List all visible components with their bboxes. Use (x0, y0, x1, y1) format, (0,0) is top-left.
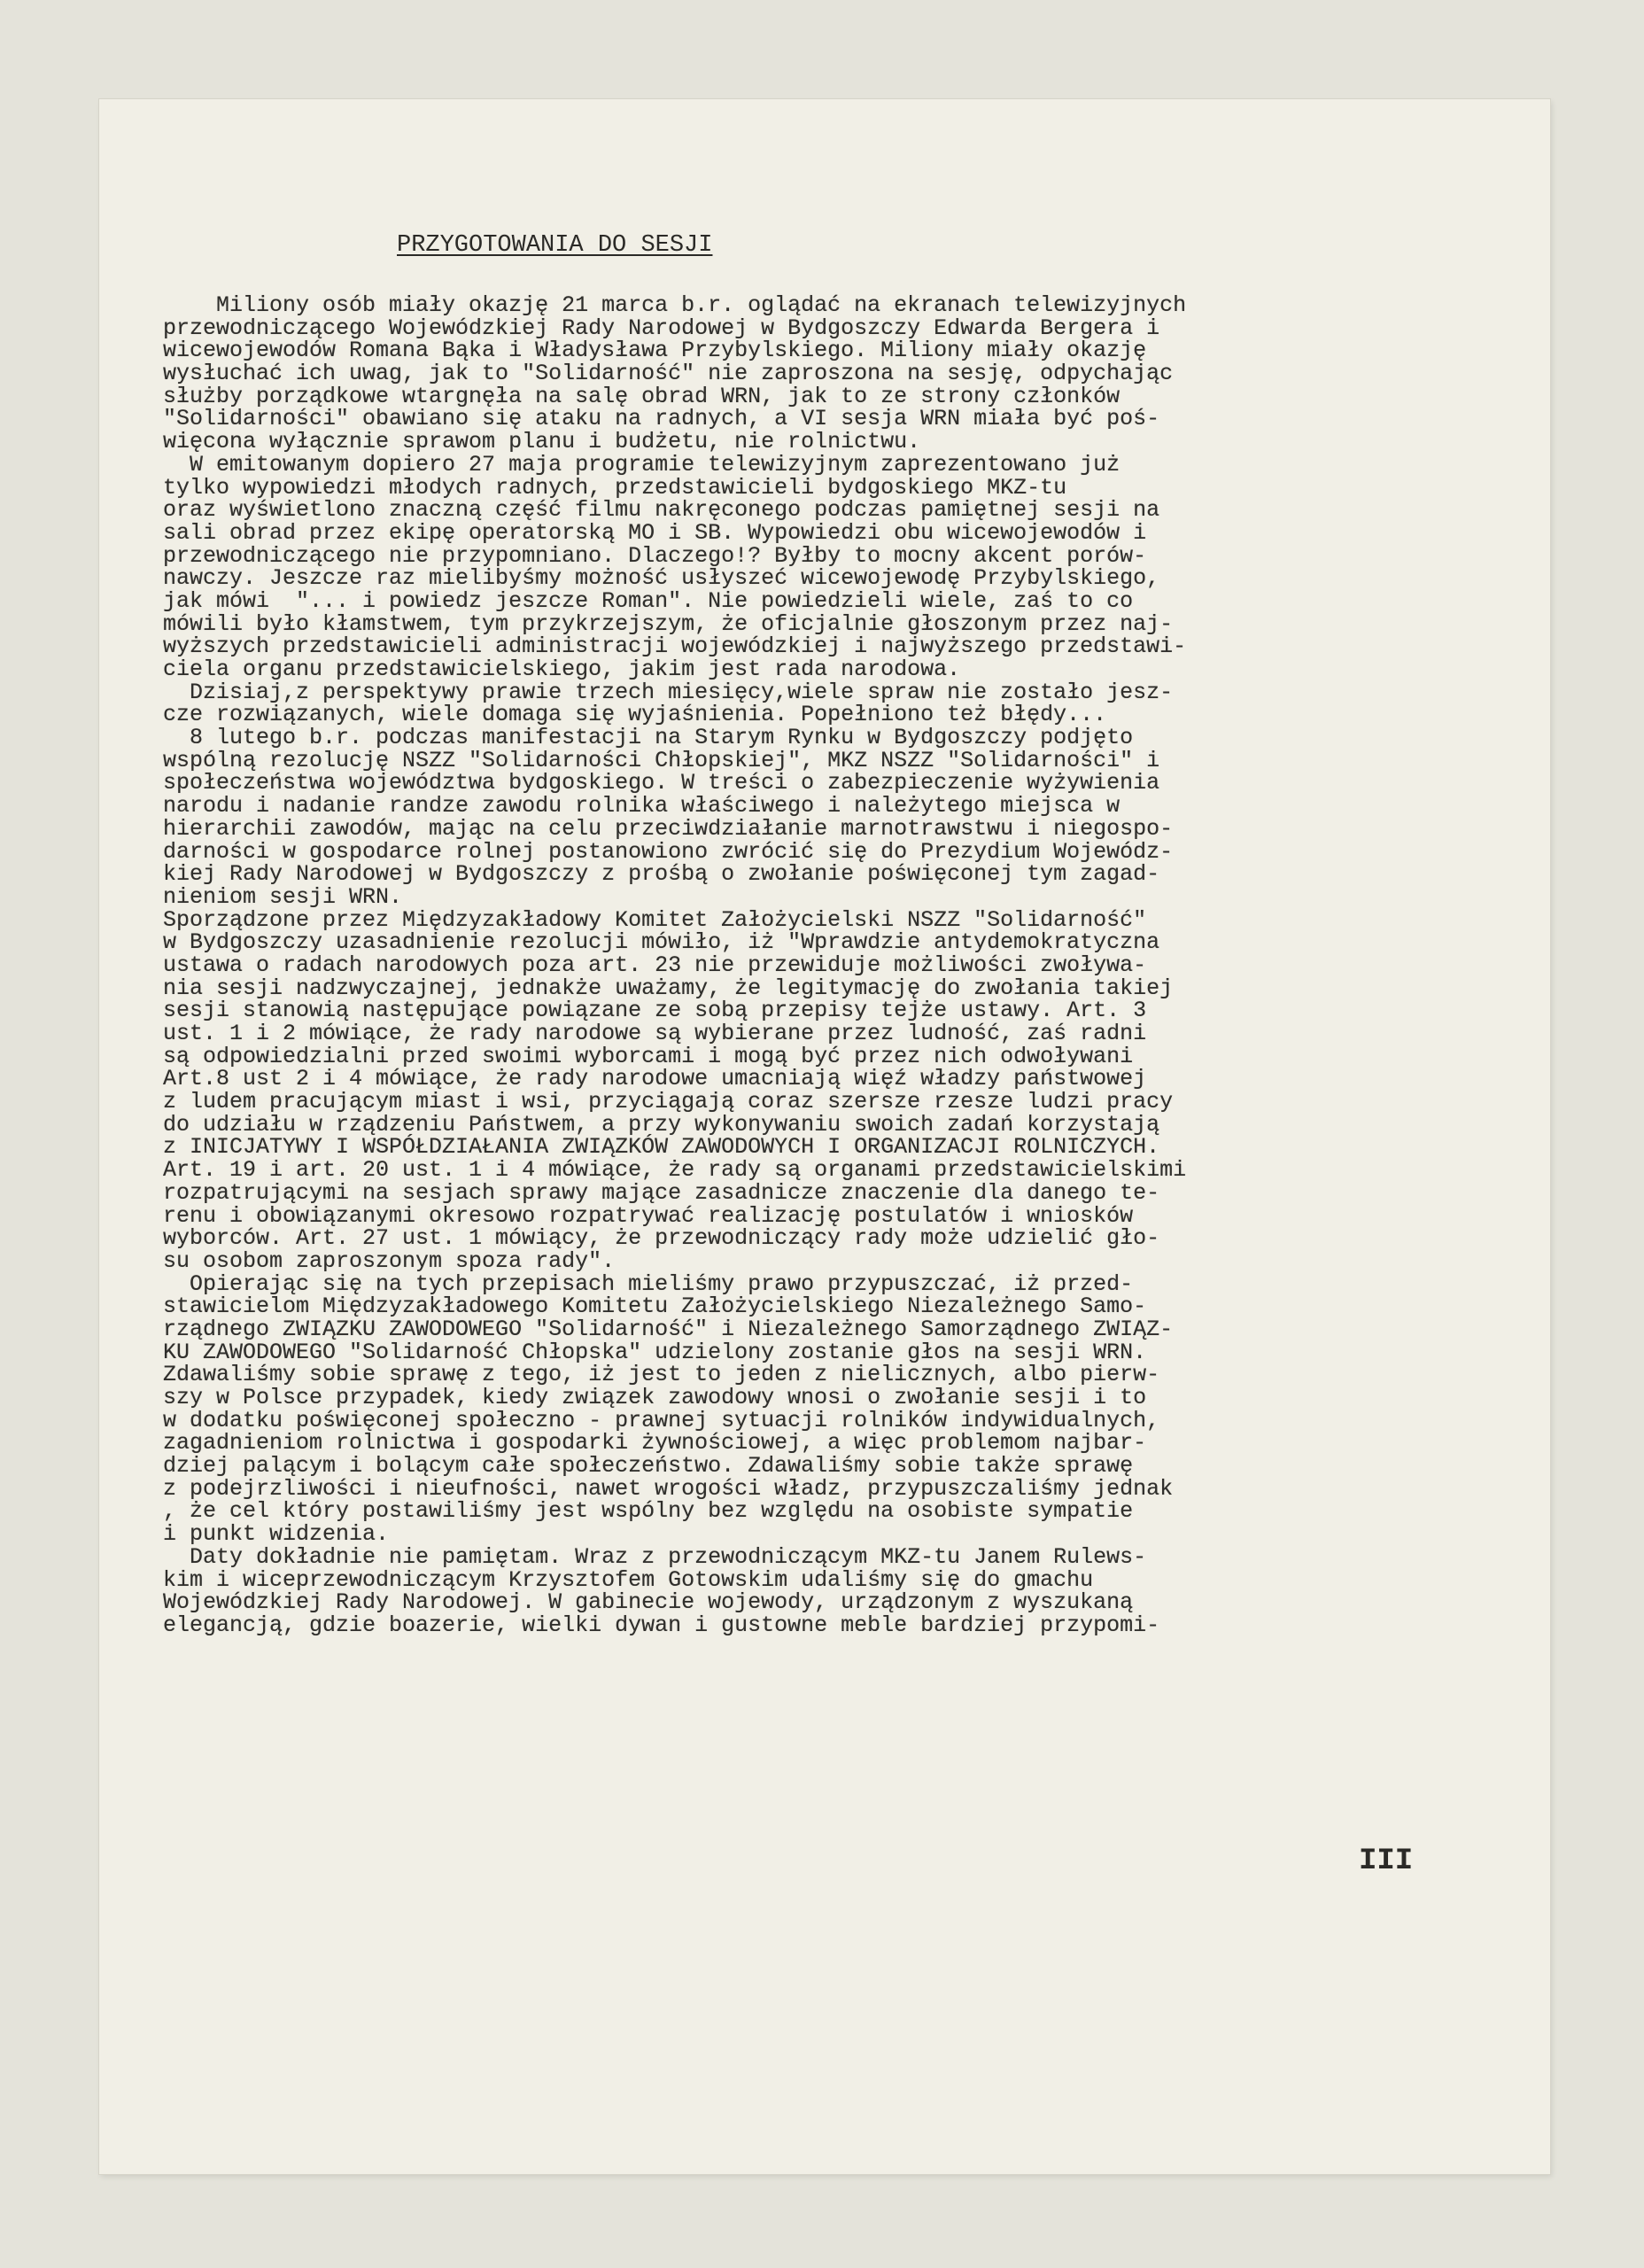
text-line: z podejrzliwości i nieufności, nawet wrogości władz, przypuszczaliśmy jednak (163, 1475, 1174, 1502)
text-line: nieniom sesji WRN. (163, 883, 403, 910)
text-line: z INICJATYWY I WSPÓŁDZIAŁANIA ZWIĄZKÓW ZAWODOWYCH I ORGANIZACJI ROLNICZYCH. (163, 1134, 1160, 1161)
text-line: i punkt widzenia. (163, 1521, 390, 1548)
text-line: do udziału w rządzeniu Państwem, a przy wykonywaniu swoich zadań korzystają (163, 1111, 1160, 1138)
text-line: Opierając się na tych przepisach mieliśmy prawo przypuszczać, iż przed- (163, 1270, 1134, 1297)
text-line: su osobom zaproszonym spoza rady". (163, 1247, 616, 1274)
document-body (163, 294, 1440, 1637)
text-line: ustawa o radach narodowych poza art. 23 nie przewiduje możliwości zwoływa- (163, 951, 1147, 978)
text-line: hierarchii zawodów, mając na celu przeciwdziałanie marnotrawstwu i niegospo- (163, 815, 1174, 842)
document-title: PRZYGOTOWANIA DO SESJI (397, 232, 713, 259)
text-line: przewodniczącego nie przypomniano. Dlaczego!? Byłby to mocny akcent porów- (163, 542, 1147, 569)
text-line: Wojewódzkiej Rady Narodowej. W gabinecie wojewody, urządzonym z wyszukaną (163, 1589, 1134, 1616)
text-line: służby porządkowe wtargnęła na salę obrad WRN, jak to ze strony członków (163, 383, 1121, 409)
text-line: w Bydgoszczy uzasadnienie rezolucji mówiło, iż "Wprawdzie antydemokratyczna (163, 929, 1160, 956)
text-line: 8 lutego b.r. podczas manifestacji na Starym Rynku w Bydgoszczy podjęto (163, 725, 1134, 751)
text-line: wysłuchać ich uwag, jak to "Solidarność" nie zaproszona na sesję, odpychając (163, 361, 1174, 387)
text-line: narodu i nadanie randze zawodu rolnika właściwego i należytego miejsca w (163, 793, 1121, 819)
text-line: Zdawaliśmy sobie sprawę z tego, iż jest to jeden z nielicznych, albo pierw- (163, 1362, 1160, 1388)
text-line: kim i wiceprzewodniczącym Krzysztofem Gotowskim udaliśmy się do gmachu (163, 1566, 1094, 1593)
text-line: ust. 1 i 2 mówiące, że rady narodowe są wybierane przez ludność, zaś radni (163, 1021, 1147, 1046)
text-line: Miliony osób miały okazję 21 marca b.r. oglądać na ekranach telewizyjnych (163, 292, 1187, 318)
text-line: nawczy. Jeszcze raz mielibyśmy możność usłyszeć wicewojewodę Przybylskiego, (163, 565, 1160, 592)
text-line: oraz wyświetlono znaczną część filmu nakręconego podczas pamiętnej sesji na (163, 497, 1160, 524)
text-line: Daty dokładnie nie pamiętam. Wraz z przewodniczącym MKZ-tu Janem Rulews- (163, 1543, 1147, 1570)
text-line: "Solidarności" obawiano się ataku na radnych, a VI sesja WRN miała być poś- (163, 406, 1160, 432)
text-line: zagadnieniom rolnictwa i gospodarki żywnościowej, a więc problemom najbar- (163, 1430, 1147, 1456)
text-line: cze rozwiązanych, wiele domaga się wyjaśnienia. Popełniono też błędy... (163, 702, 1107, 728)
text-line: wyborców. Art. 27 ust. 1 mówiący, że przewodniczący rady może udzielić gło- (163, 1225, 1160, 1252)
text-line: przewodniczącego Wojewódzkiej Rady Narodowej w Bydgoszczy Edwarda Bergera i (163, 315, 1160, 341)
page-number-mark: III (1359, 1845, 1414, 1878)
text-line: w dodatku poświęconej społeczno - prawnej sytuacji rolników indywidualnych, (163, 1407, 1160, 1433)
text-line: wspólną rezolucję NSZZ "Solidarności Chłopskiej", MKZ NSZZ "Solidarności" i (163, 747, 1160, 773)
text-line: , że cel który postawiliśmy jest wspólny bez względu na osobiste sympatie (163, 1498, 1134, 1525)
text-line: dziej palącym i bolącym całe społeczeństwo. Zdawaliśmy sobie także sprawę (163, 1453, 1134, 1480)
text-line: sesji stanowią następujące powiązane ze sobą przepisy tejże ustawy. Art. 3 (163, 998, 1147, 1024)
text-line: KU ZAWODOWEGO "Solidarność Chłopska" udzielony zostanie głos na sesji WRN. (163, 1339, 1147, 1365)
text-line: więcona wyłącznie sprawom planu i budżetu, nie rolnictwu. (163, 429, 921, 455)
text-line: szy w Polsce przypadek, kiedy związek zawodowy wnosi o zwołanie sesji i to (163, 1385, 1147, 1410)
text-line: tylko wypowiedzi młodych radnych, przedstawicieli bydgoskiego MKZ-tu (163, 474, 1067, 501)
text-line: nia sesji nadzwyczajnej, jednakże uważamy, że legitymację do zwołania takiej (163, 975, 1174, 1001)
text-line: kiej Rady Narodowej w Bydgoszczy z prośbą o zwołanie poświęconej tym zagad- (163, 861, 1160, 888)
text-line: wicewojewodów Romana Bąka i Władysława Przybylskiego. Miliony miały okazję (163, 338, 1147, 364)
text-line: z ludem pracującym miast i wsi, przyciągają coraz szersze rzesze ludzi pracy (163, 1089, 1174, 1115)
text-line: mówili było kłamstwem, tym przykrzejszym, że oficjalnie głoszonym przez naj- (163, 610, 1174, 637)
text-line: Dzisiaj,z perspektywy prawie trzech miesięcy,wiele spraw nie zostało jesz- (163, 679, 1174, 705)
text-line: Sporządzone przez Międzyzakładowy Komitet Założycielski NSZZ "Solidarność" (163, 906, 1147, 933)
text-line: W emitowanym dopiero 27 maja programie telewizyjnym zaprezentowano już (163, 451, 1121, 478)
text-line: renu i obowiązanymi okresowo rozpatrywać realizację postulatów i wniosków (163, 1202, 1134, 1229)
text-line: ciela organu przedstawicielskiego, jakim jest rada narodowa. (163, 656, 961, 682)
text-line: społeczeństwa województwa bydgoskiego. W treści o zabezpieczenie wyżywienia (163, 770, 1160, 796)
text-line: Art.8 ust 2 i 4 mówiące, że rady narodowe umacniają więź władzy państwowej (163, 1066, 1147, 1092)
text-line: sali obrad przez ekipę operatorską MO i SB. Wypowiedzi obu wicewojewodów i (163, 519, 1147, 546)
text-line: Art. 19 i art. 20 ust. 1 i 4 mówiące, że rady są organami przedstawicielskimi (163, 1157, 1187, 1184)
text-line: rządnego ZWIĄZKU ZAWODOWEGO "Solidarność" i Niezależnego Samorządnego ZWIĄZ- (163, 1316, 1174, 1342)
text-line: jak mówi "... i powiedz jeszcze Roman". Nie powiedzieli wiele, zaś to co (163, 587, 1134, 614)
text-line: darności w gospodarce rolnej postanowiono zwrócić się do Prezydium Wojewódz- (163, 838, 1174, 865)
text-line: rozpatrującymi na sesjach sprawy mające zasadnicze znaczenie dla danego te- (163, 1179, 1160, 1206)
text-line: stawicielom Międzyzakładowego Komitetu Założycielskiego Niezależnego Samo- (163, 1293, 1147, 1320)
text-line: elegancją, gdzie boazerie, wielki dywan i gustowne meble bardziej przypomi- (163, 1612, 1160, 1638)
text-line: są odpowiedzialni przed swoimi wyborcami i mogą być przez nich odwoływani (163, 1043, 1134, 1069)
text-line: wyższych przedstawicieli administracji wojewódzkiej i najwyższego przedstawi- (163, 633, 1187, 660)
